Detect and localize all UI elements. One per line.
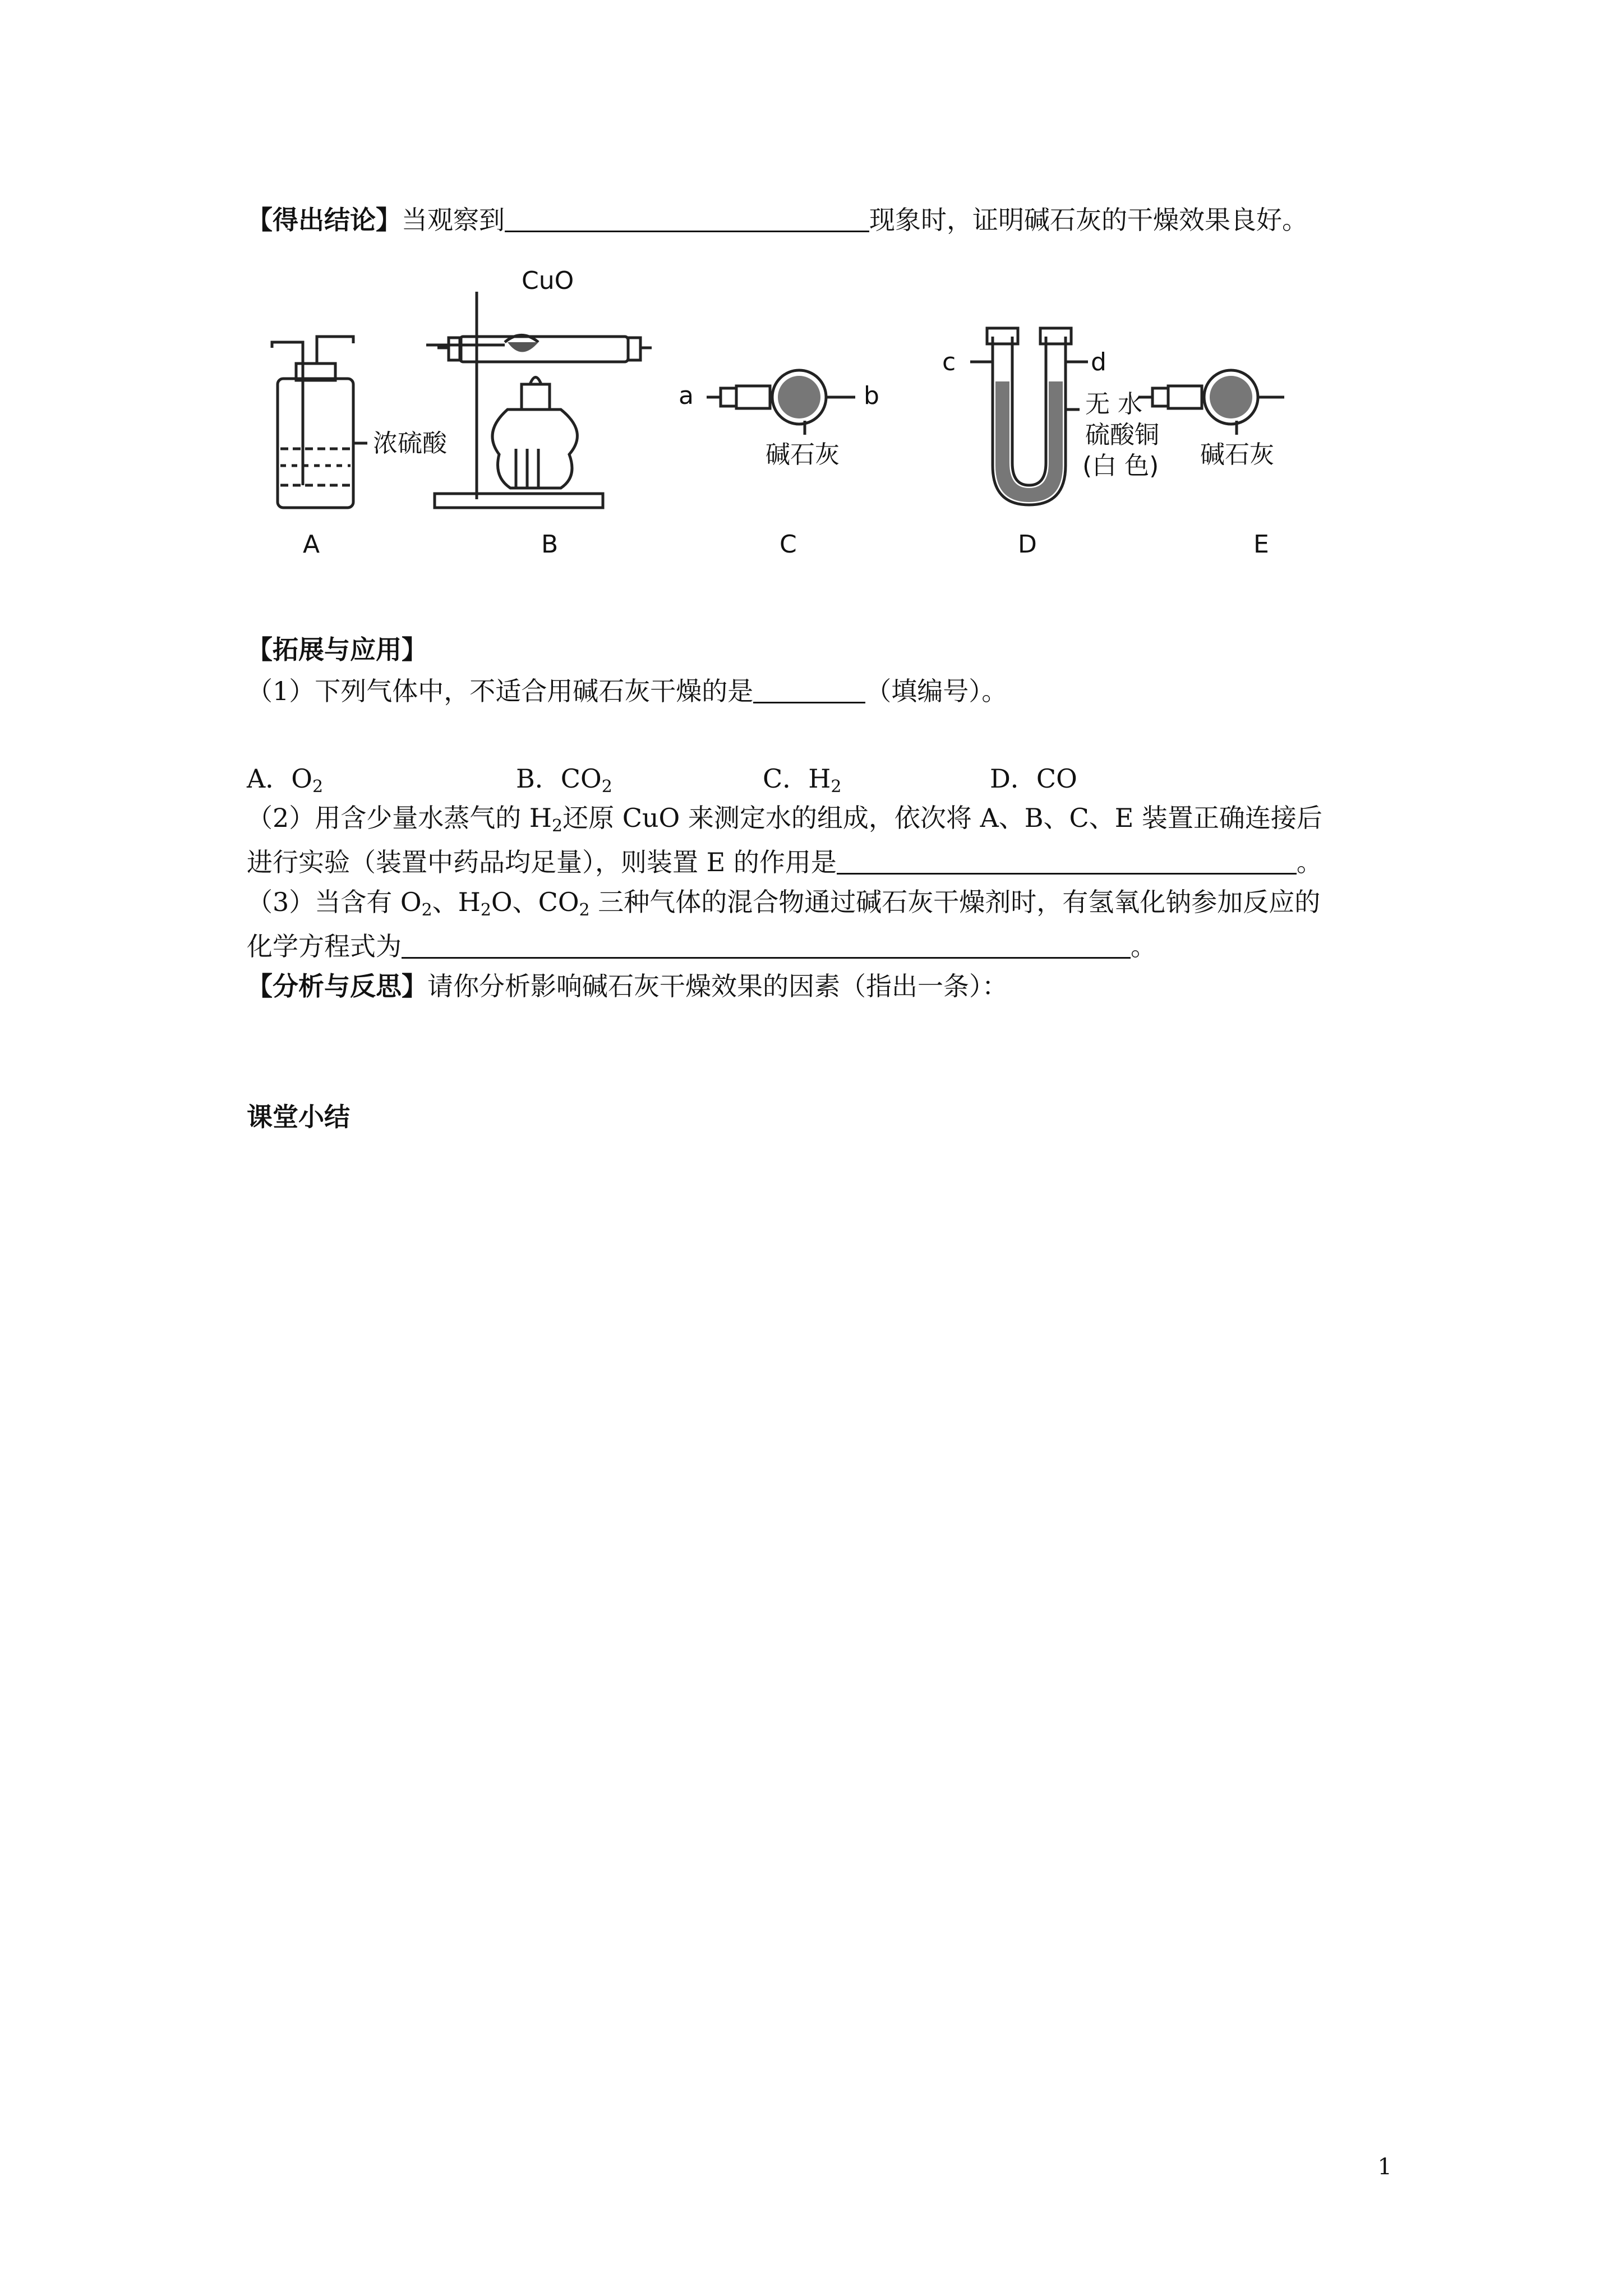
q2-line2-pre: 进行实验（装置中药品均足量），则装置 E 的作用是	[247, 847, 837, 877]
port-b-label: b	[864, 381, 879, 410]
option-d-text: D．CO	[990, 763, 1077, 794]
question-3-line-1	[247, 884, 1395, 921]
q3-d: 三种气体的混合物通过碱石灰干燥剂时，有氢氧化钠参加反应的	[589, 887, 1321, 917]
q1-post: （填编号）。	[865, 676, 1008, 706]
conclusion-line	[247, 199, 1395, 238]
conclusion-label: 【得出结论】	[247, 205, 402, 235]
apparatus-figure	[247, 264, 1324, 567]
option-c-sub: 2	[831, 777, 842, 797]
q2-line1-sub: 2	[552, 816, 563, 836]
question-3-line-2	[247, 926, 1395, 965]
cuo-label: CuO	[522, 266, 574, 295]
option-b-text: B．CO	[516, 763, 602, 794]
caption-b: B	[541, 530, 559, 559]
q1-pre: （1）下列气体中，不适合用碱石灰干燥的是	[247, 676, 754, 706]
q3-sub-3: 2	[579, 900, 590, 920]
option-b-sub: 2	[601, 777, 612, 797]
q3-blank[interactable]	[402, 929, 1131, 959]
question-1	[247, 670, 1395, 710]
port-c-label: c	[942, 348, 956, 376]
conclusion-blank[interactable]	[505, 203, 869, 232]
q3-a: （3）当含有 O	[247, 887, 422, 917]
extension-heading-text: 【拓展与应用】	[247, 634, 427, 665]
q3-line2-pre: 化学方程式为	[247, 931, 402, 961]
lime-label-e: 碱石灰	[1200, 440, 1274, 469]
option-d	[990, 760, 1077, 797]
option-a-text: A．O	[247, 763, 312, 794]
q3-c: O、CO	[491, 887, 579, 917]
port-d-label: d	[1091, 348, 1106, 376]
port-a-label: a	[679, 381, 694, 410]
question-2-line-2	[247, 841, 1395, 881]
option-b	[516, 760, 612, 797]
copper-label-3: (白 色)	[1082, 452, 1159, 480]
q1-blank[interactable]	[753, 674, 865, 703]
question-2-line-1	[247, 799, 1395, 836]
conclusion-post: 现象时，证明碱石灰的干燥效果良好。	[869, 205, 1308, 235]
q3-sub-1: 2	[421, 900, 432, 920]
extension-heading	[247, 631, 1395, 668]
apparatus-a-bottle	[272, 337, 367, 508]
q2-blank[interactable]	[837, 845, 1297, 875]
copper-label-1: 无 水	[1085, 390, 1142, 418]
caption-d: D	[1018, 530, 1037, 559]
caption-c: C	[780, 530, 797, 559]
caption-e: E	[1253, 530, 1269, 559]
q2-line2-post: 。	[1296, 847, 1322, 877]
summary-heading: 课堂小结	[247, 1102, 350, 1132]
apparatus-b-heating	[426, 292, 652, 508]
q3-line2-post: 。	[1131, 931, 1156, 961]
apparatus-d-u-tube	[970, 328, 1088, 505]
page-number: 1	[1377, 2154, 1392, 2180]
conclusion-pre: 当观察到	[402, 205, 505, 235]
q3-sub-2: 2	[480, 900, 491, 920]
q3-b: 、H	[432, 887, 481, 917]
q2-line1-b: 还原 CuO 来测定水的组成，依次将 A、B、C、E 装置正确连接后	[562, 803, 1322, 833]
copper-label-2: 硫酸铜	[1085, 421, 1159, 449]
q2-line1-a: （2）用含少量水蒸气的 H	[247, 803, 552, 833]
option-c-text: C．H	[763, 763, 831, 794]
analysis-text: 请你分析影响碱石灰干燥效果的因素（指出一条）：	[427, 971, 1008, 1001]
analysis-line	[247, 968, 1395, 1005]
analysis-label: 【分析与反思】	[247, 971, 427, 1001]
lime-label-c: 碱石灰	[766, 440, 840, 469]
caption-a: A	[303, 530, 320, 559]
acid-label: 浓硫酸	[373, 429, 447, 458]
option-a	[247, 760, 323, 797]
option-c	[763, 760, 841, 797]
option-a-sub: 2	[312, 777, 324, 797]
